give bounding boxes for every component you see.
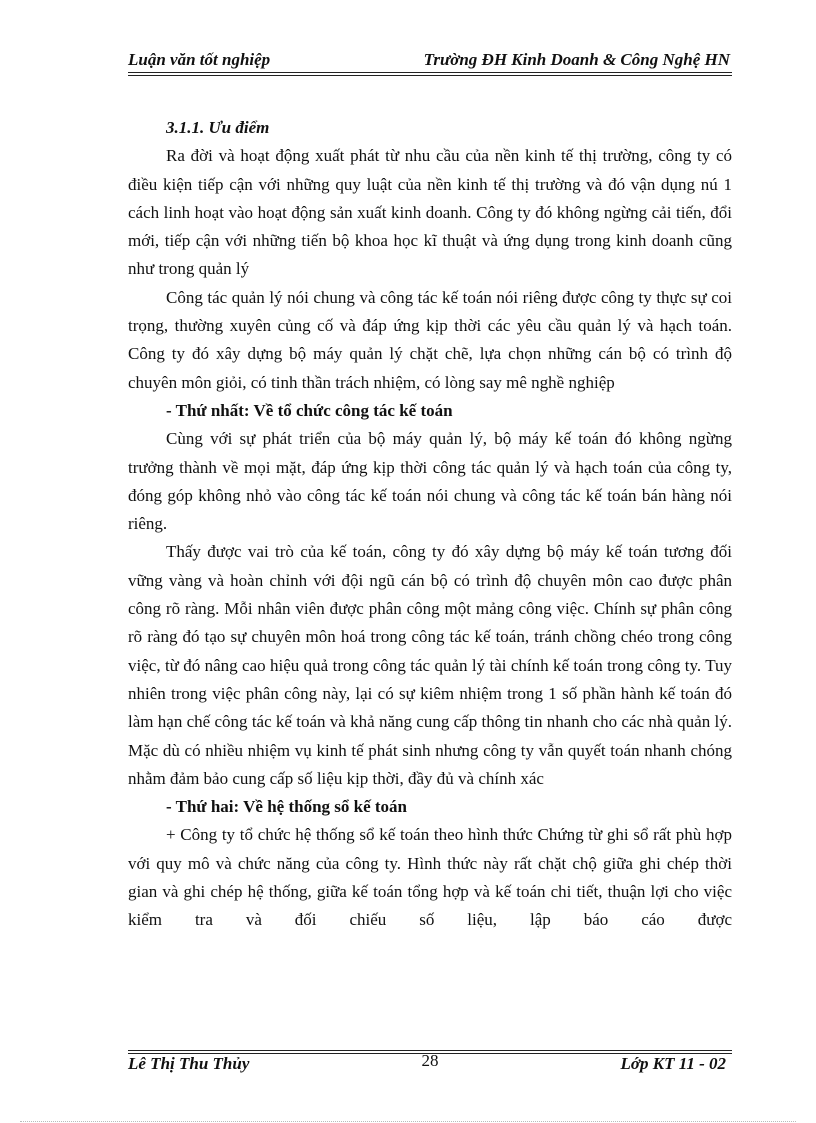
footer-class: Lớp KT 11 - 02 — [620, 1054, 726, 1073]
subheading-second: - Thứ hai: Về hệ thống sổ kế toán — [166, 797, 408, 817]
page-number: 28 — [421, 1051, 439, 1070]
header-university: Trường ĐH Kinh Doanh & Công Nghệ HN — [423, 50, 730, 69]
paragraph-1: Ra đời và hoạt động xuất phát từ nhu cầu của nền kinh tế thị trường, công ty có điều kiện tiếp cận với những quy luật của nền kinh tế thị trường và đó vận dụng nú 1 cách linh hoạt vào hoạt động sản xuất kinh doanh. Công ty đó không ngừng cải tiến, đổi mới, tiếp cận với những tiến bộ khoa học kĩ thuật và ứng dụng trong kinh doanh cũng như trong quản lý — [128, 146, 732, 279]
header-rule — [128, 72, 732, 73]
page-footer — [128, 1051, 732, 1078]
subheading-first: - Thứ nhất: Về tổ chức công tác kế toán — [166, 400, 453, 420]
footer-author: Lê Thị Thu Thủy — [128, 1054, 250, 1073]
page-bottom-divider — [20, 1121, 796, 1122]
paragraph-5: + Công ty tổ chức hệ thống sổ kế toán theo hình thức Chứng từ ghi sổ rất phù hợp với quy mô và chức năng của công ty. Hình thức này rất chặt chộ giữa ghi chép thời gian và ghi chép hệ thống, giữa kế toán tổng hợp và kế toán chi tiết, thuận lợi cho việc kiểm tra và đối chiếu số liệu, lập báo cáo được — [128, 825, 732, 930]
section-title: 3.1.1. Ưu điểm — [166, 118, 270, 137]
paragraph-3: Cùng với sự phát triển của bộ máy quản lý, bộ máy kế toán đó không ngừng trưởng thành về mọi mặt, đáp ứng kịp thời công tác quản lý và hạch toán của công ty, đóng góp không nhỏ vào công tác kế toán nói chung và công tác kế toán bán hàng nói riêng. — [128, 429, 732, 534]
paragraph-2: Công tác quản lý nói chung và công tác kế toán nói riêng được công ty thực sự coi trọng, thường xuyên củng cố và đáp ứng kịp thời các yêu cầu quản lý và hạch toán. Công ty đó xây dựng bộ máy quản lý chặt chẽ, lựa chọn những cán bộ có trình độ chuyên môn giỏi, có tinh thần trách nhiệm, có lòng say mê nghề nghiệp — [128, 287, 732, 392]
page-header — [128, 50, 732, 74]
header-thesis-title: Luận văn tốt nghiệp — [128, 50, 271, 69]
header-rule-double — [128, 75, 732, 76]
paragraph-4: Thấy được vai trò của kế toán, công ty đó xây dựng bộ máy kế toán tương đối vững vàng và hoàn chỉnh với đội ngũ cán bộ có trình độ chuyên môn cao được phân công rõ ràng. Mỗi nhân viên được phân công một mảng công việc. Chính sự phân công rõ ràng đó tạo sự chuyên môn hoá trong công tác kế toán, tránh chồng chéo trong công việc, từ đó nâng cao hiệu quả trong công tác quản lý tài chính kế toán trong công ty. Tuy nhiên trong việc phân công này, lại có sự kiêm nhiệm trong 1 số phần hành kế toán đó làm hạn chế công tác kế toán và khả năng cung cấp thông tin nhanh cho các nhà quản lý. Mặc dù có nhiều nhiệm vụ kinh tế phát sinh nhưng công ty vẫn quyết toán nhanh chóng nhằm đảm bảo cung cấp số liệu kịp thời, đầy đủ và chính xác — [128, 542, 732, 788]
page-body — [128, 114, 732, 935]
